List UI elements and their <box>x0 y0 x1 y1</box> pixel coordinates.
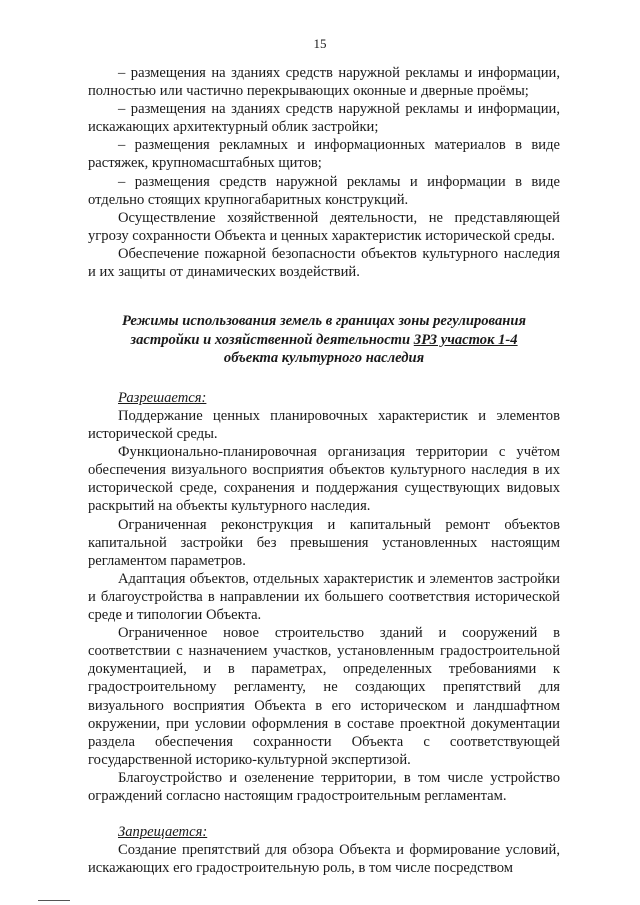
bullet-item: – размещения рекламных и информационных материалов в виде растяжек, крупномасштабных щитов; <box>88 137 560 172</box>
page-number: 15 <box>313 36 327 51</box>
bullet-item: – размещения на зданиях средств наружной рекламы и информации, искажающих архитектурный облик застройки; <box>88 101 560 136</box>
forbidden-label: Запрещается: <box>118 824 208 841</box>
paragraph-fire-safety: Обеспечение пожарной безопасности объектов культурного наследия и их защиты от динамических воздействий. <box>88 245 560 281</box>
allowed-item: Благоустройство и озеленение территории, в том числе устройство ограждений согласно настоящим градостроительным регламентам. <box>88 769 560 804</box>
allowed-item: Функционально-планировочная организация территории с учётом обеспечения визуального восприятия объектов культурного наследия в их исторической среде, сохранения и поддержания существующих видовых раскрытий на объекты культурного наследия. <box>88 444 560 515</box>
bullet-item: – размещения на зданиях средств наружной рекламы и информации, полностью или частично перекрывающих оконные и дверные проёмы; <box>88 65 560 100</box>
section-title-line2: застройки и хозяйственной деятельности <box>130 331 414 348</box>
bullet-item: – размещения средств наружной рекламы и информации в виде отдельно стоящих крупногабаритных конструкций. <box>88 173 560 208</box>
allowed-item: Ограниченное новое строительство зданий и сооружений в соответствии с назначением участков, установленным градостроительной документацией, и в параметрах, определенных требованиями к градостроительному регламенту, не создающих препятствий для визуального восприятия Объекта в его историческом и ландшафтном окружении, при условии оформления в составе проектной документации раздела обеспечения сохранности Объекта с соответствующей государственной историко-культурной экспертизой. <box>88 625 560 768</box>
footer-rule <box>38 900 70 901</box>
forbidden-item: Создание препятствий для обзора Объекта и формирование условий, искажающих его градостроительную роль, в том числе посредством <box>88 842 560 877</box>
zone-code: ЗРЗ участок 1-4 <box>413 331 518 348</box>
allowed-item: Адаптация объектов, отдельных характеристик и элементов застройки и благоустройства в направлении их большего соответствия исторической среде и типологии Объекта. <box>88 570 560 624</box>
section-title <box>88 312 560 368</box>
allowed-item: Поддержание ценных планировочных характеристик и элементов исторической среды. <box>88 408 560 443</box>
section-title-line1: Режимы использования земель в границах зоны регулирования <box>121 313 526 330</box>
section-title-line3: объекта культурного наследия <box>223 350 425 367</box>
allowed-label: Разрешается: <box>118 389 207 406</box>
paragraph-activity: Осуществление хозяйственной деятельности, не представляющей угрозу сохранности Объекта и ценных характеристик исторической среды. <box>88 209 560 244</box>
page-body <box>88 64 560 877</box>
allowed-item: Ограниченная реконструкция и капитальный ремонт объектов капитальной застройки без превышения установленных настоящим регламентом параметров. <box>88 516 560 569</box>
